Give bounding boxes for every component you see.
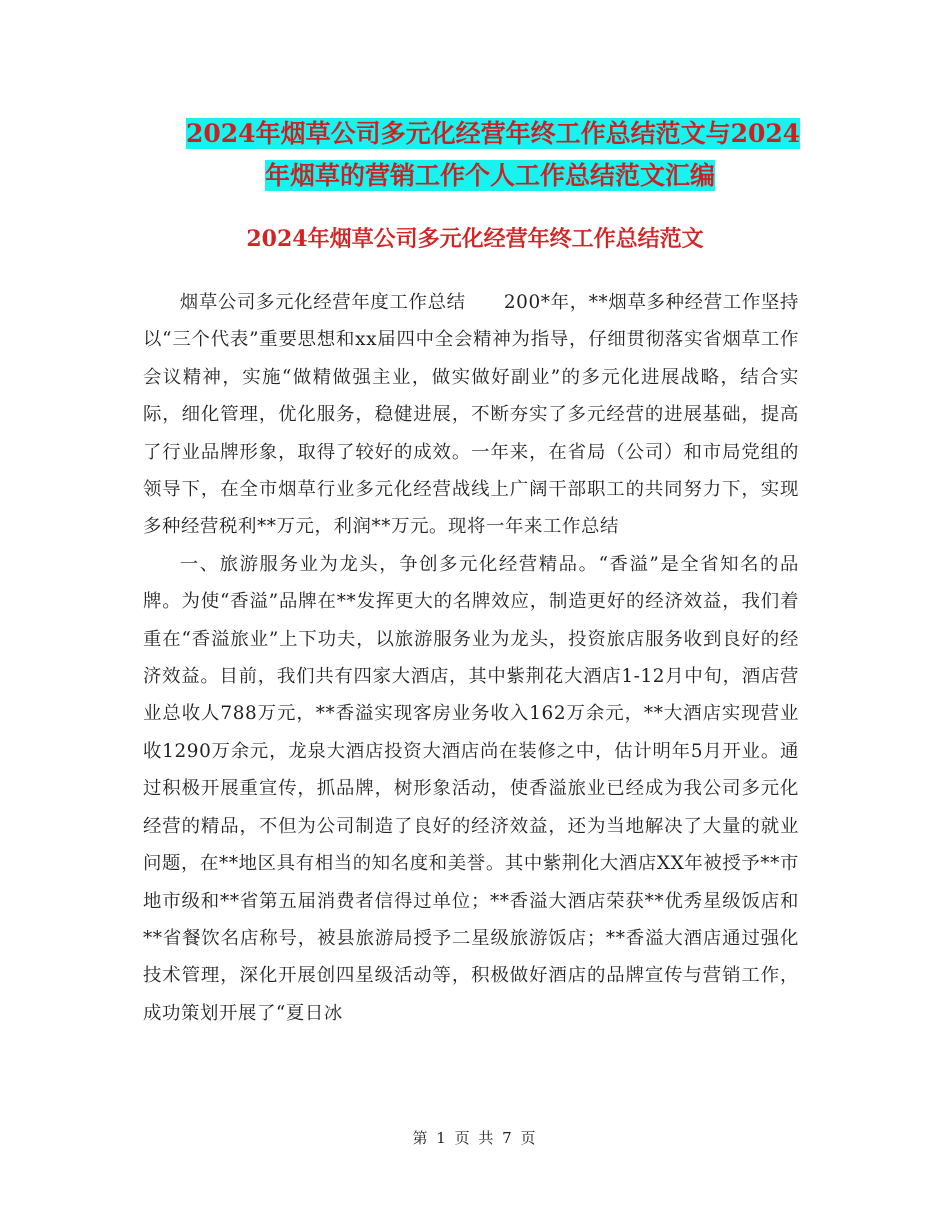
title-line-1: 2024年烟草公司多元化经营年终工作总结范文与2024 [186,119,801,148]
title-line-2: 年烟草的营销工作个人工作总结范文汇编 [265,161,716,190]
paragraph-1: 烟草公司多元化经营年度工作总结 200*年，**烟草多种经营工作坚持以“三个代表”重要思想和xx届四中全会精神为指导，仔细贯彻落实省烟草工作会议精神，实施“做精做强主业，做实做好副业”的多元化进展战略，结合实际，细化管理，优化服务，稳健进展，不断夯实了多元经营的进展基础，提高了行业品牌形象，取得了较好的成效。一年来，在省局（公司）和市局党组的领导下，在全市烟草行业多元化经营战线上广阔干部职工的共同努力下，实现多种经营税利**万元，利润**万元。现将一年来工作总结 [143,292,799,538]
paragraph-2: 一、旅游服务业为龙头，争创多元化经营精品。“香溢”是全省知名的品牌。为使“香溢”品牌在**发挥更大的名牌效应，制造更好的经济效益，我们着重在“香溢旅业”上下功夫，以旅游服务业为龙头，投资旅店服务收到良好的经济效益。目前，我们共有四家大酒店，其中紫荆花大酒店1-12月中旬，酒店营业总收人788万元，**香溢实现客房业务收入162万余元，**大酒店实现营业收1290万余元，龙泉大酒店投资大酒店尚在装修之中，估计明年5月开业。通过积极开展重宣传，抓品牌，树形象活动，使香溢旅业已经成为我公司多元化经营的精品，不但为公司制造了良好的经济效益，还为当地解决了大量的就业问题，在**地区具有相当的知名度和美誉。其中紫荆化大酒店XX年被授予**市地市级和**省第五届消费者信得过单位；**香溢大酒店荣获**优秀星级饭店和**省餐饮名店称号，被县旅游局授予二星级旅游饭店；**香溢大酒店通过强化技术管理，深化开展创四星级活动等，积极做好酒店的品牌宣传与营销工作，成功策划开展了“夏日冰 [143,553,799,1024]
document-body [143,284,799,1032]
document-title [140,113,840,197]
page-footer: 第 1 页 共 7 页 [412,1129,538,1147]
section-title: 2024年烟草公司多元化经营年终工作总结范文 [246,226,704,252]
